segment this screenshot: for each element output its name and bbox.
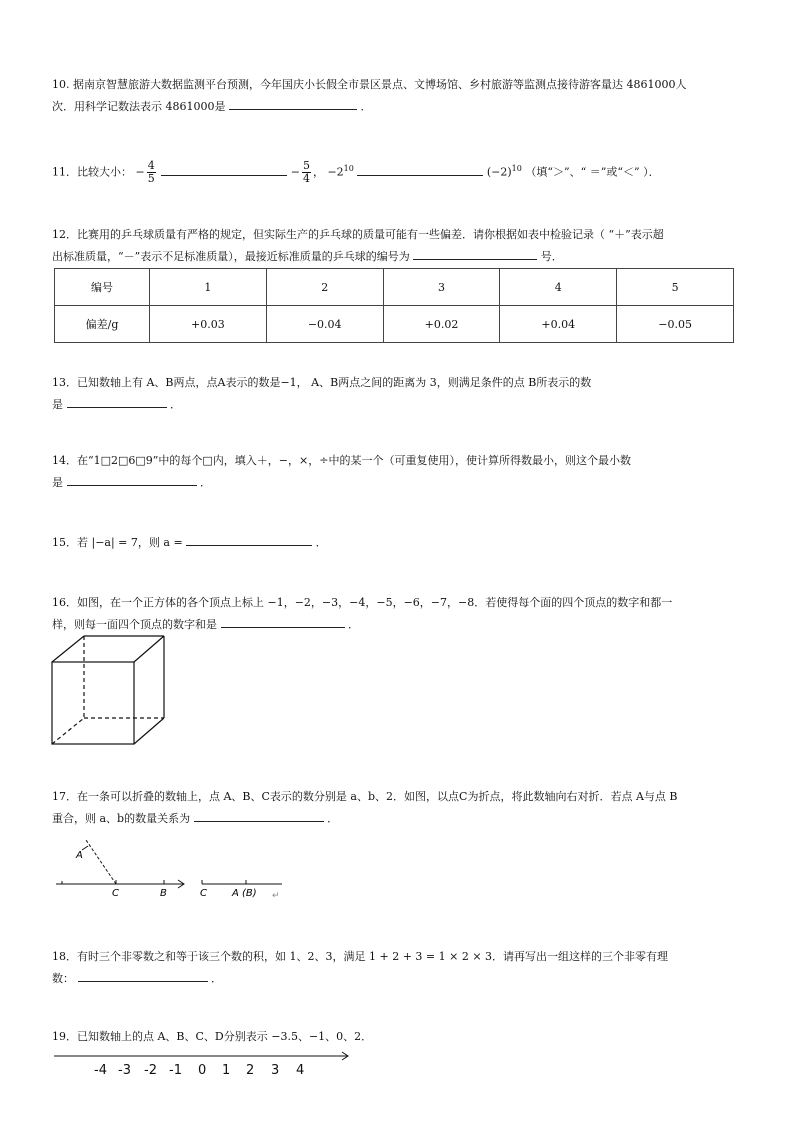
- tick-label: -1: [169, 1063, 182, 1078]
- q17-period: ．: [327, 812, 339, 825]
- q17-line1: 17．在一条可以折叠的数轴上，点 A、B、C表示的数分别是 a、b、2．如图，以点C为折点，将此数轴向右对折．若点 A与点 B: [52, 790, 678, 803]
- label-b: B: [160, 888, 167, 899]
- q14-line2: [52, 472, 742, 494]
- q14-line1: 14．在“1□2□6□9”中的每个□内，填入＋，−，×，÷中的某一个（可重复使用），使计算所得数最小，则这个最小数: [52, 454, 631, 467]
- table-cell: +0.03: [150, 306, 267, 343]
- q16-text: 样，则每一面四个顶点的数字和是: [52, 618, 217, 631]
- q12-line1: 12．比赛用的乒乓球质量有严格的规定，但实际生产的乒乓球的质量可能有一些偏差．请你根据如表中检验记录（ “＋”表示超: [52, 228, 664, 241]
- tick-label: 3: [271, 1063, 280, 1078]
- q11-frac2-num: 5: [302, 159, 310, 173]
- label-c-folded: C: [200, 888, 207, 899]
- tick-label: 4: [296, 1063, 305, 1078]
- tick-label: 0: [198, 1063, 207, 1078]
- q18-line2: [52, 968, 742, 990]
- folded-segment: [86, 840, 116, 884]
- q10-answer-blank[interactable]: [229, 97, 357, 110]
- q13-line1: 13．已知数轴上有 A、B两点，点A表示的数是−1， A、B两点之间的距离为 3，则满足条件的点 B所表示的数: [52, 376, 592, 389]
- q11-fraction-2: [302, 160, 311, 185]
- q18-text: 数：: [52, 972, 74, 985]
- table-cell: 4: [500, 269, 617, 306]
- q13-period: ．: [170, 398, 181, 411]
- q10-line1: 10. 据南京智慧旅游大数据监测平台预测，今年国庆小长假全市景区景点、文博场馆、乡村旅游等监测点接待游客量达 4861000人: [52, 78, 687, 91]
- question-10: [52, 74, 742, 118]
- q14-answer-blank[interactable]: [67, 473, 197, 486]
- table-cell: 偏差/g: [55, 306, 150, 343]
- q14-text: 是: [52, 476, 63, 489]
- folding-number-line-figure: [50, 834, 290, 904]
- deviation-table: [54, 268, 734, 343]
- q13-line2: [52, 394, 742, 416]
- table-cell: −0.04: [266, 306, 383, 343]
- q11-power1-exp: 10: [343, 164, 354, 173]
- tick-label: -3: [118, 1063, 131, 1078]
- q11-suffix: （填“＞”、“ ＝”或“＜” ）．: [525, 165, 660, 179]
- question-12: [52, 224, 742, 268]
- table-cell: 编号: [55, 269, 150, 306]
- q18-period: ．: [211, 972, 222, 985]
- question-11: [52, 154, 742, 188]
- table-cell: +0.02: [383, 306, 500, 343]
- q16-answer-blank[interactable]: [221, 615, 345, 628]
- q12-line2: [52, 246, 742, 268]
- tick-label: 1: [222, 1063, 231, 1078]
- question-15: [52, 532, 742, 554]
- cube-edge: [52, 636, 84, 662]
- table-cell: −0.05: [617, 306, 734, 343]
- q18-answer-blank[interactable]: [78, 969, 208, 982]
- q11-frac2-den: 4: [302, 172, 310, 186]
- q11-power1-base: −2: [327, 165, 344, 179]
- q17-line2: [52, 808, 742, 830]
- q12-suffix: 号．: [540, 250, 563, 263]
- q11-fraction-1: [147, 160, 156, 185]
- q11-power2-exp: 10: [511, 164, 522, 173]
- q15-answer-blank[interactable]: [186, 533, 312, 546]
- cube-edge: [134, 718, 164, 744]
- q11-comma: ，: [312, 165, 324, 179]
- q11-prefix: 11．比较大小：: [52, 165, 132, 179]
- q10-period: ．: [360, 100, 372, 113]
- tick: [82, 846, 88, 850]
- question-14: [52, 450, 742, 494]
- table-cell: +0.04: [500, 306, 617, 343]
- tick-label: -2: [144, 1063, 157, 1078]
- q12-text: 出标准质量，“－”表示不足标准质量），最接近标准质量的乒乓球的编号为: [52, 250, 410, 263]
- q11-frac1-den: 5: [147, 172, 155, 186]
- q13-answer-blank[interactable]: [67, 395, 167, 408]
- q17-text: 重合，则 a、b的数量关系为: [52, 812, 191, 825]
- q14-period: ．: [200, 476, 211, 489]
- cube-edge: [134, 636, 164, 662]
- question-18: [52, 946, 742, 990]
- q11-power2-base: (−2): [486, 165, 512, 179]
- cube-figure: [50, 632, 170, 750]
- tick-label: 2: [246, 1063, 255, 1078]
- tick-label: -4: [94, 1063, 107, 1078]
- q13-text: 是: [52, 398, 63, 411]
- q11-answer-blank-2[interactable]: [357, 163, 483, 176]
- q12-answer-blank[interactable]: [413, 247, 537, 260]
- q16-period: ．: [348, 618, 359, 631]
- q18-line1: 18．有时三个非零数之和等于该三个数的积，如 1、2、3，满足 1 + 2 + 3 = 1 × 2 × 3．请再写出一组这样的三个非零有理: [52, 950, 669, 963]
- q15-text: 15．若 |−a| = 7，则 a =: [52, 536, 183, 549]
- label-c: C: [112, 888, 119, 899]
- table-cell: 5: [617, 269, 734, 306]
- q15-period: ．: [315, 536, 327, 549]
- cube-hidden-edge: [52, 718, 84, 744]
- table-cell: 2: [266, 269, 383, 306]
- q11-answer-blank-1[interactable]: [161, 163, 287, 176]
- question-13: [52, 372, 742, 416]
- label-a-b: A (B): [232, 888, 257, 899]
- return-mark-icon: ↵: [272, 891, 280, 901]
- label-a: A: [76, 850, 83, 861]
- question-19: [52, 1026, 742, 1048]
- table-row: [55, 306, 734, 343]
- question-17: [52, 786, 742, 830]
- q19-line1: 19．已知数轴上的点 A、B、C、D分别表示 −3.5、−1、0、2．: [52, 1030, 373, 1043]
- q10-text: 次．用科学记数法表示 4861000是: [52, 100, 226, 113]
- q16-line1: 16．如图，在一个正方体的各个顶点上标上 −1，−2，−3，−4，−5，−6，−7，−8．若使得每个面的四个顶点的数字和都一: [52, 596, 673, 609]
- table-cell: 3: [383, 269, 500, 306]
- q11-frac2-sign: −: [290, 165, 300, 179]
- q17-answer-blank[interactable]: [194, 809, 324, 822]
- q10-line2: [52, 96, 742, 118]
- number-line-figure: [50, 1050, 360, 1080]
- q11-frac1-sign: −: [135, 165, 145, 179]
- q11-frac1-num: 4: [147, 159, 155, 173]
- question-16: [52, 592, 742, 636]
- table-header-row: [55, 269, 734, 306]
- table-cell: 1: [150, 269, 267, 306]
- cube-front-face: [52, 662, 134, 744]
